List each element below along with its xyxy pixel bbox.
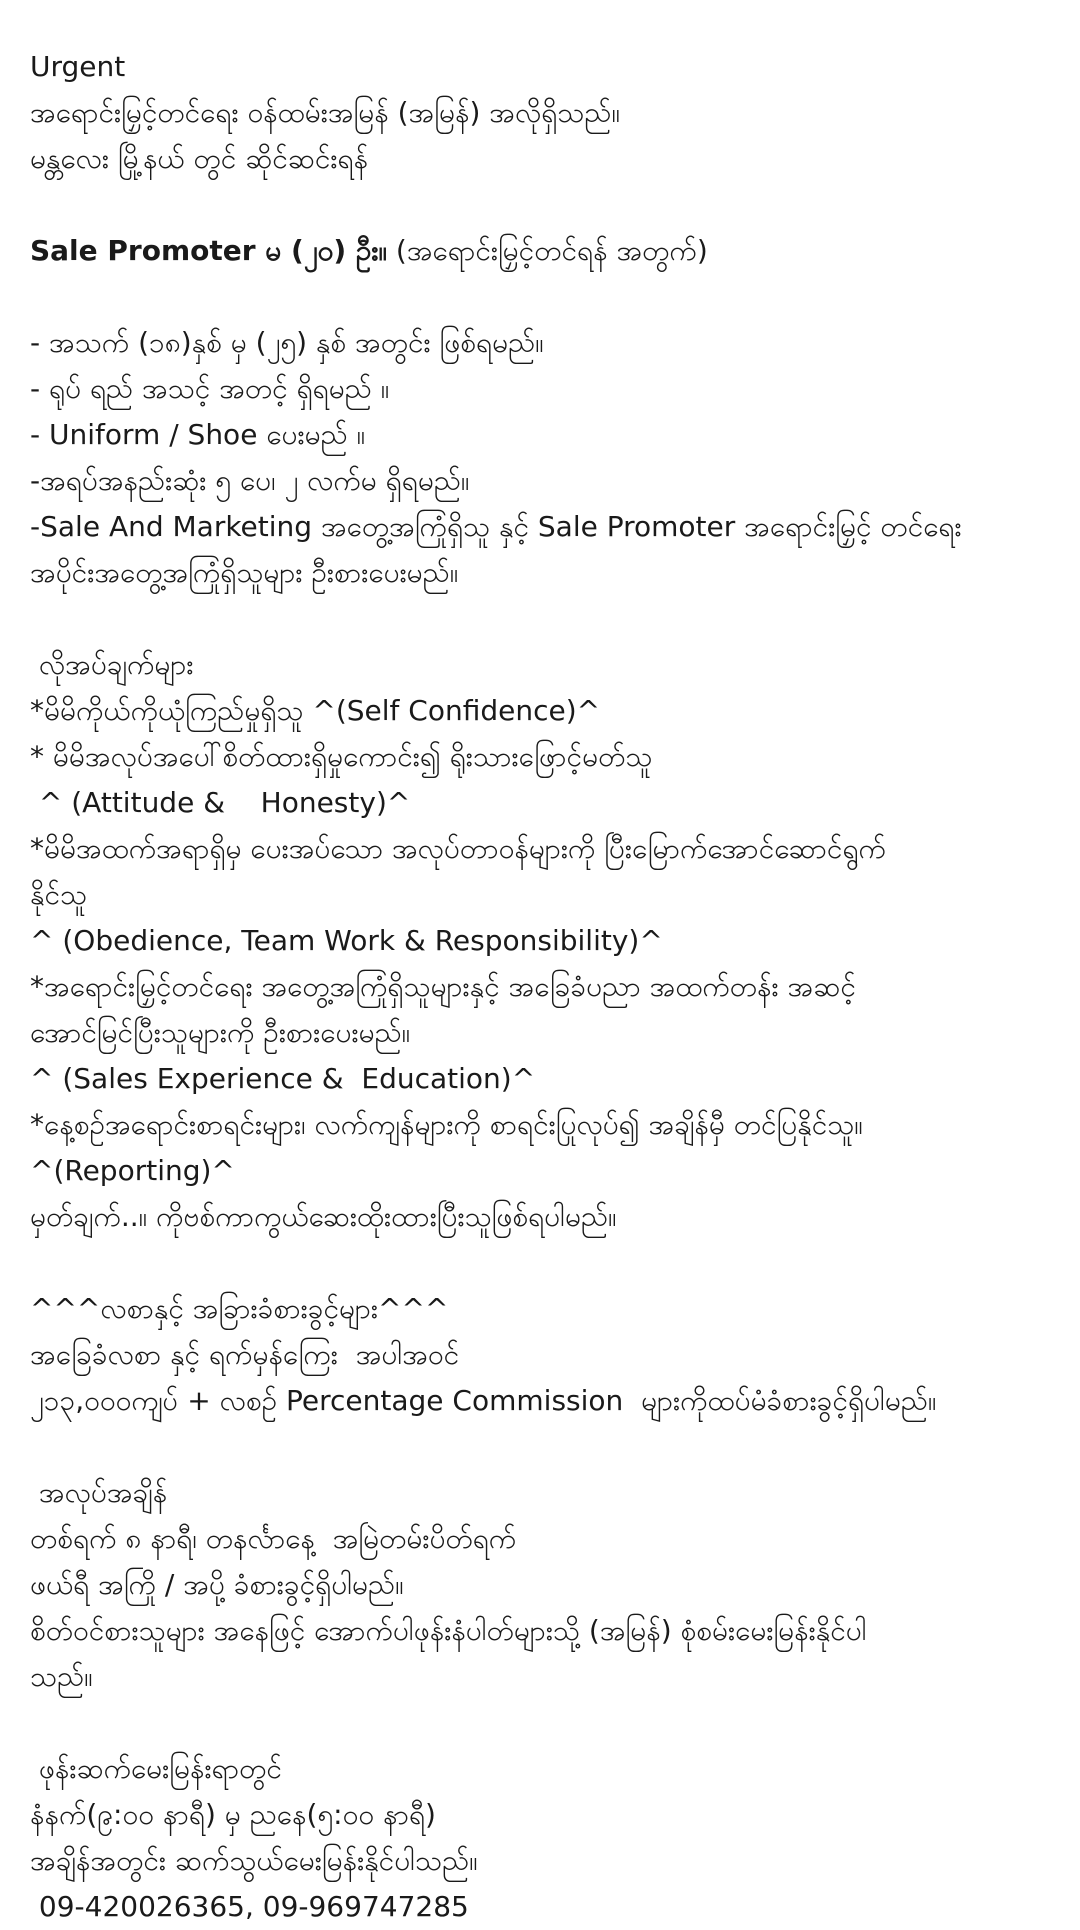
qualification-item: အပိုင်းအတွေ့အကြုံရှိသူများ ဦးစားပေးမည်။ [30, 556, 459, 589]
requirement-line: ^ (Obedience, Team Work & Responsibility)^ [30, 924, 663, 957]
qualification-item: -အရပ်အနည်းဆုံး ၅ ပေ၊ ၂ လက်မ ရှိရမည်။ [30, 464, 470, 497]
qualification-item: - Uniform / Shoe ပေးမည် ။ [30, 418, 366, 451]
contact-heading: ဖုန်းဆက်မေးမြန်းရာတွင် [30, 1752, 282, 1785]
urgent-label: Urgent [30, 50, 126, 83]
work-hours-line: သည်။ [30, 1660, 93, 1693]
position-title-purpose: (အရောင်းမြှင့်တင်ရန် အတွက်) [387, 234, 708, 267]
vaccination-note: မှတ်ချက်..။ ကိုဗစ်ကာကွယ်ဆေးထိုးထားပြီးသူဖြစ်ရပါမည်။ [30, 1200, 617, 1233]
qualification-item: - ရုပ် ရည် အသင့် အတင့် ရှိရမည် ။ [30, 372, 390, 405]
contact-hours: နံနက်(၉:၀၀ နာရီ) မှ ညနေ(၅:၀၀ နာရီ) [30, 1798, 436, 1831]
requirement-line: *အရောင်းမြှင့်တင်ရေး အတွေ့အကြုံရှိသူများနှင့် အခြေခံပညာ အထက်တန်း အဆင့် [30, 970, 856, 1003]
spacer [30, 182, 1075, 228]
requirement-line: နိုင်သူ [30, 878, 88, 911]
requirement-line: အောင်မြင်ပြီးသူများကို ဦးစားပေးမည်။ [30, 1016, 411, 1049]
requirement-line: *မိမိအထက်အရာရှိမှ ပေးအပ်သော အလုပ်တာဝန်များကို ပြီးမြောက်အောင်ဆောင်ရွက် [30, 832, 886, 865]
work-hours-heading: အလုပ်အချိန် [30, 1476, 168, 1509]
work-hours-line: ဖယ်ရီ အကြို / အပို့ ခံစားခွင့်ရှိပါမည်။ [30, 1568, 404, 1601]
spacer [30, 1700, 1075, 1746]
spacer [30, 1240, 1075, 1286]
hiring-announcement: အရောင်းမြှင့်တင်ရေး ဝန်ထမ်းအမြန် (အမြန်) အလိုရှိသည်။ [30, 96, 620, 129]
requirement-line: *မိမိကိုယ်ကိုယုံကြည်မှုရှိသူ ^(Self Confidence)^ [30, 694, 601, 727]
position-title [30, 228, 1075, 274]
phone-numbers: 09-420026365, 09-969747285 [30, 1890, 469, 1923]
salary-amount: ၂၁၃,၀၀၀ကျပ် + လစဉ် Percentage Commission များကိုထပ်မံခံစားခွင့်ရှိပါမည်။ [30, 1384, 937, 1417]
work-hours-line: တစ်ရက် ၈ နာရီ၊ တနင်္လာနေ့ အမြဲတမ်းပိတ်ရက် [30, 1522, 517, 1555]
salary-basis: အခြေခံလစာ နှင့် ရက်မှန်ကြေး အပါအဝင် [30, 1338, 460, 1371]
qualification-item: -Sale And Marketing အတွေ့အကြုံရှိသူ နှင့် Sale Promoter အရောင်းမြှင့် တင်ရေး [30, 510, 962, 543]
work-hours-line: စိတ်ဝင်စားသူများ အနေဖြင့် အောက်ပါဖုန်းနံပါတ်များသို့ (အမြန်) စုံစမ်းမေးမြန်းနိုင်ပါ [30, 1614, 867, 1647]
job-posting [30, 44, 1075, 1930]
requirement-line: * မိမိအလုပ်အပေါ်စိတ်ထားရှိမှုကောင်း၍ ရိုးသားဖြောင့်မတ်သူ [30, 740, 653, 773]
requirements-heading: လိုအပ်ချက်များ [30, 648, 194, 681]
position-title-bold: Sale Promoter မ (၂၀) ဦး။ [30, 234, 388, 267]
requirement-line: *နေ့စဉ်အရောင်းစာရင်းများ၊ လက်ကျန်များကို စာရင်းပြုလုပ်၍ အချိန်မှီ တင်ပြနိုင်သူ။ [30, 1108, 863, 1141]
spacer [30, 596, 1075, 642]
requirement-line: ^ (Attitude & Honesty)^ [30, 786, 411, 819]
salary-heading: ^^^လစာနှင့် အခြားခံစားခွင့်များ^^^ [30, 1292, 449, 1325]
spacer [30, 1424, 1075, 1470]
requirement-line: ^(Reporting)^ [30, 1154, 235, 1187]
contact-note: အချိန်အတွင်း ဆက်သွယ်မေးမြန်းနိုင်ပါသည်။ [30, 1844, 478, 1877]
work-location: မန္တလေး မြို့နယ် တွင် ဆိုင်ဆင်းရန် [30, 142, 369, 175]
qualification-item: - အသက် (၁၈)နှစ် မှ (၂၅) နှစ် အတွင်း ဖြစ်ရမည်။ [30, 326, 544, 359]
spacer [30, 274, 1075, 320]
requirement-line: ^ (Sales Experience & Education)^ [30, 1062, 536, 1095]
